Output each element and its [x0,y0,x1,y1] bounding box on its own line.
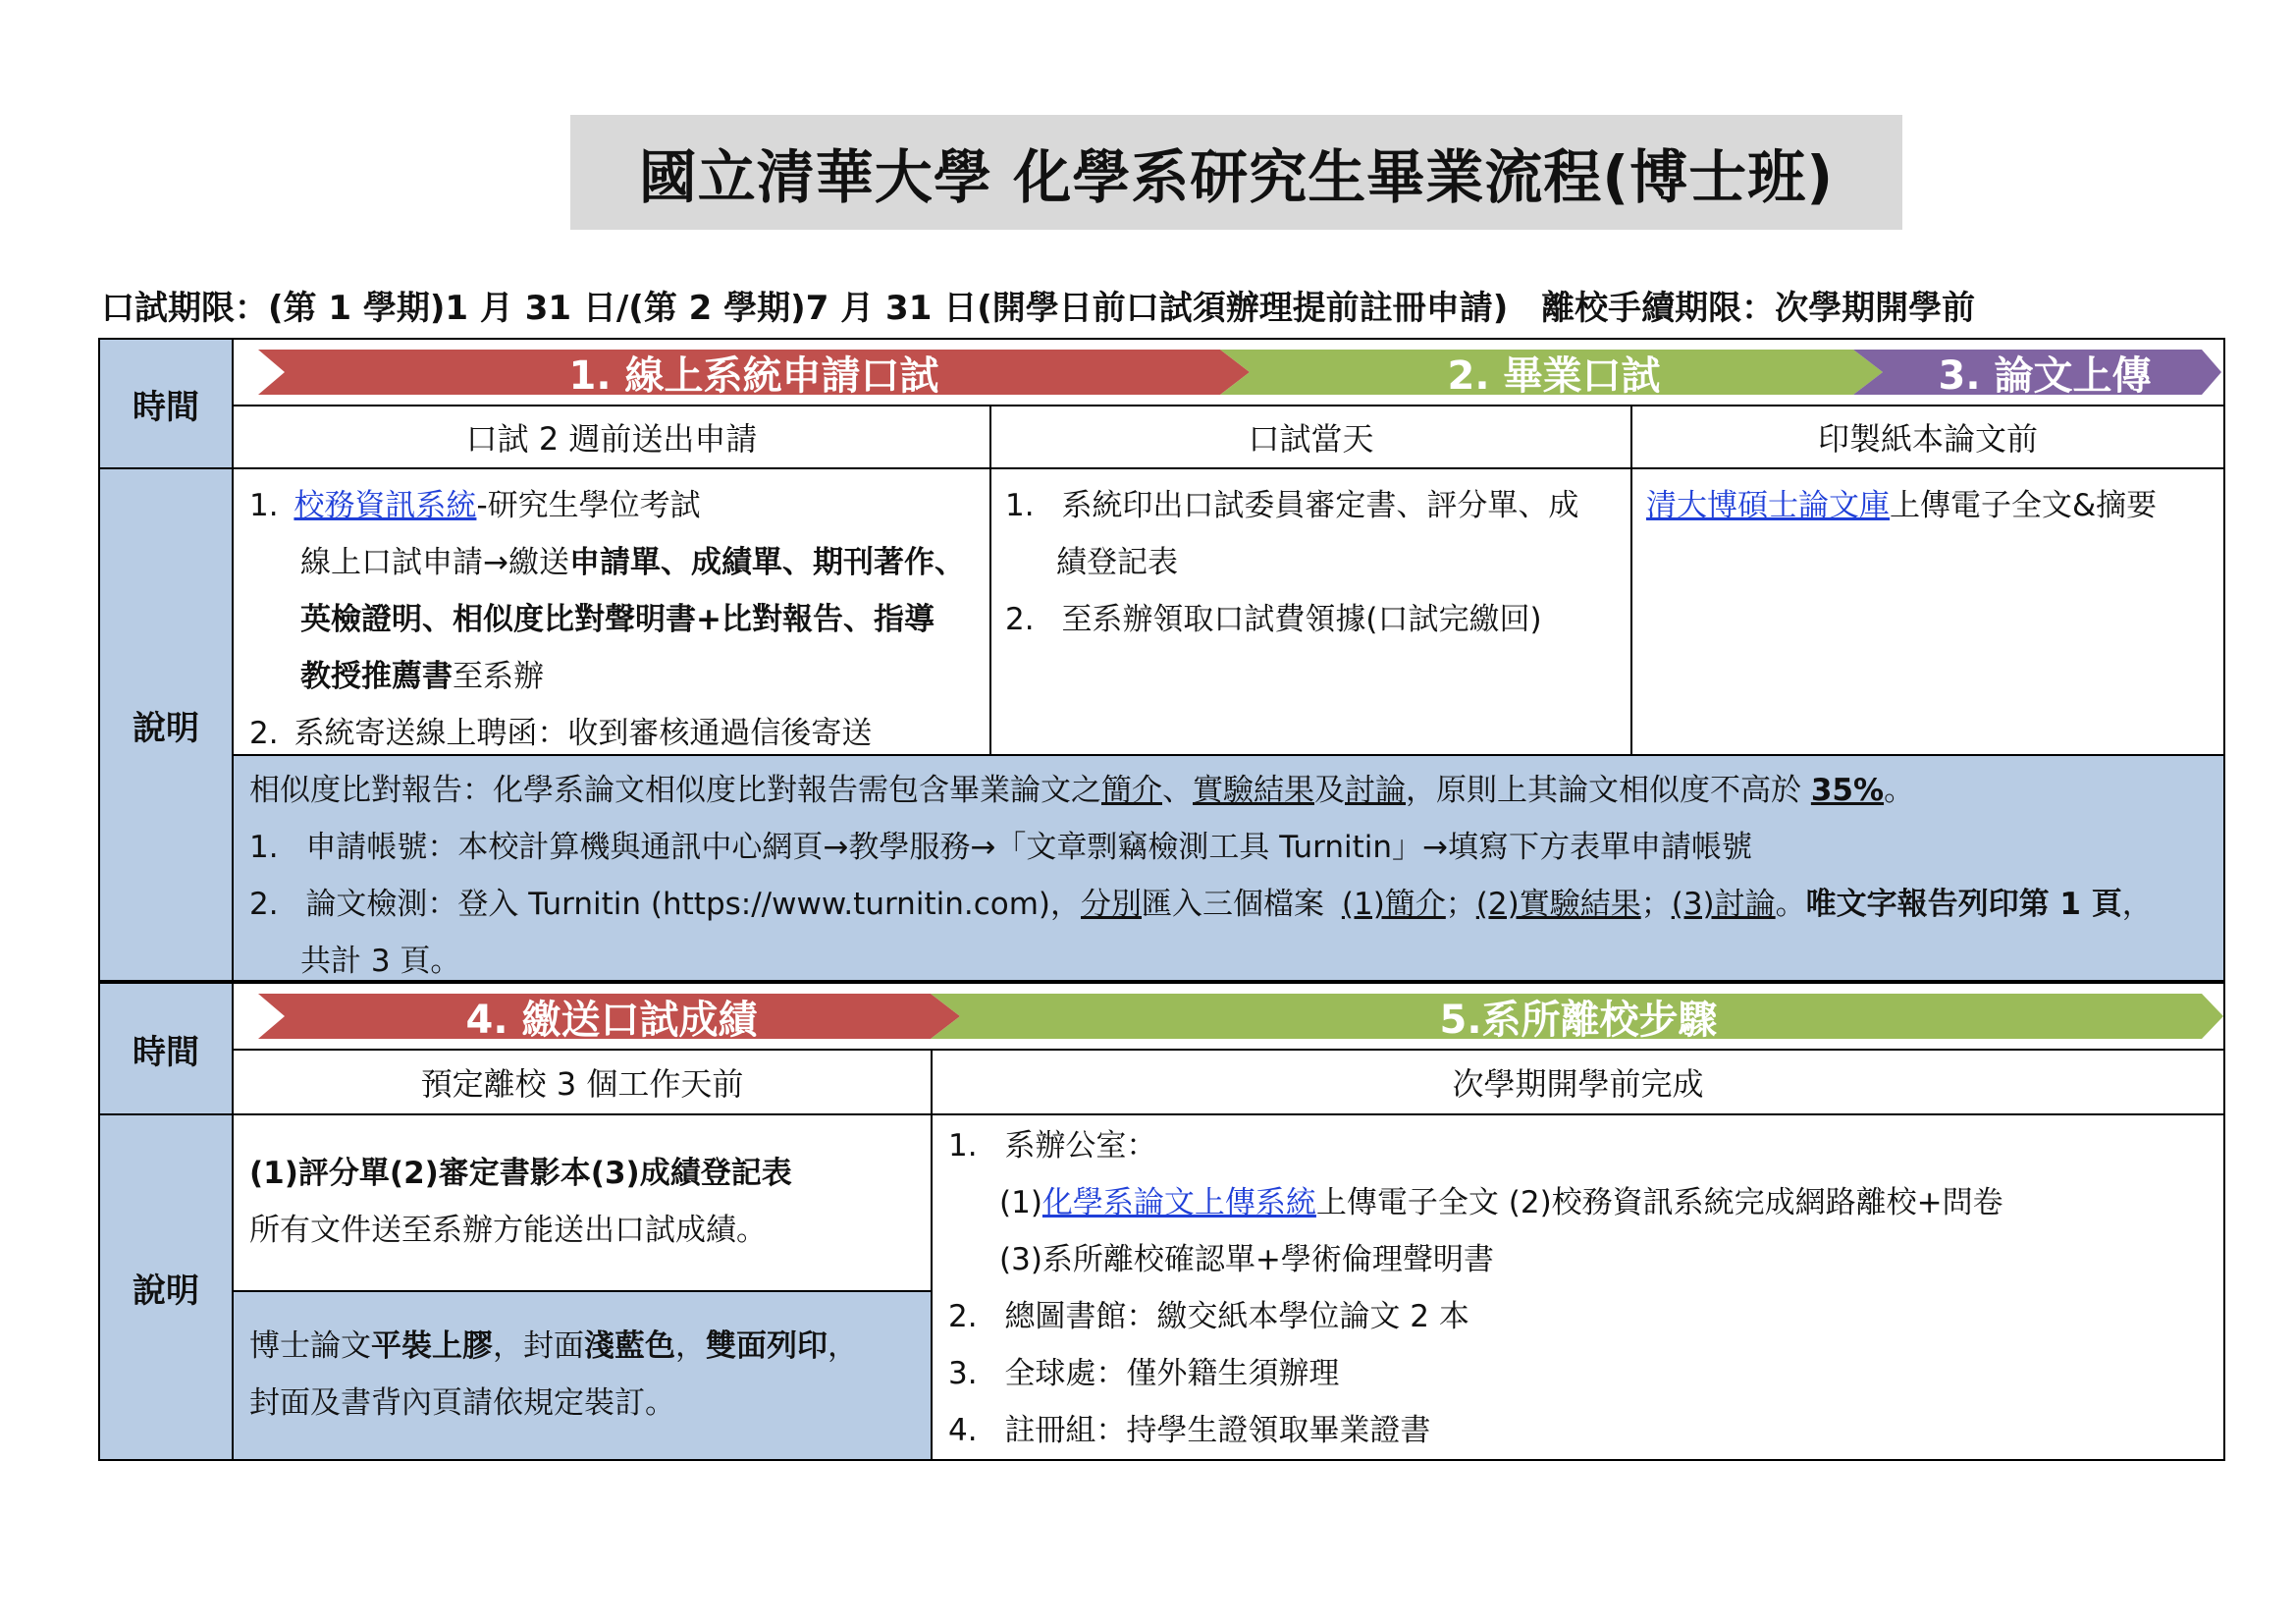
step2-item2 [1005,591,1630,648]
sim-period: 。 [1775,887,1806,922]
desc-label-top [98,467,234,982]
time-label-text: 時間 [133,387,199,427]
step2-num1: 1. [1005,488,1035,523]
step4-t1: 所有文件送至系辦方能送出口試成績。 [249,1213,767,1248]
step4-bold: (1)評分單(2)審定書影本(3)成績登記表 [249,1156,792,1191]
step4-note-line1 [249,1318,931,1375]
similarity-item2 [249,876,2223,933]
desc-label-bottom-text: 說明 [133,1271,199,1311]
arrow-row-top [232,338,2225,406]
school-info-system-link[interactable]: 校務資訊系統 [294,488,477,523]
step1-title: 1. 線上系統申請口試 [568,352,939,399]
sim-f3: (3)討論 [1671,887,1776,922]
step1-t2: 線上口試申請→繳送 [300,545,569,580]
step5-time [931,1049,2225,1115]
step5-title: 5.系所離校步驟 [1439,997,1718,1043]
step1-item1-line3 [249,591,989,648]
step1-t1: -研究生學位考試 [476,488,701,523]
step2-time-text: 口試當天 [1248,420,1374,458]
step2-t2: 績登記表 [1056,545,1178,580]
step2-desc [989,467,1632,756]
step4-title: 4. 繳送口試成績 [465,997,758,1043]
desc-label-text: 說明 [133,708,199,748]
leave-deadline: 離校手續期限：次學期開學前 [1541,289,1976,328]
time-label-bottom-text: 時間 [133,1032,199,1072]
step4-line1 [249,1145,931,1202]
sim-bold: 唯文字報告列印第 1 頁 [1805,887,2122,922]
step1-num2: 2. [249,716,279,751]
sim-semi1: ； [1445,887,1476,922]
similarity-item1 [249,819,2223,876]
step2-t3: 至系辦領取口試費領據(口試完繳回) [1061,602,1542,637]
sim-f2: (2)實驗結果 [1475,887,1641,922]
step1-item1-line2 [249,534,989,591]
step1-b2: 英檢證明、相似度比對聲明書+比對報告、指導 [300,602,934,637]
step5-t2: 上傳電子全文 (2)校務資訊系統完成網路離校+問卷 [1315,1185,2003,1220]
step2-num2: 2. [1005,602,1035,637]
sim-and: 及 [1314,773,1345,808]
step5-pre: (1) [999,1185,1042,1220]
step5-item1-line3 [948,1231,2223,1288]
thesis-upload-system-link[interactable]: 化學系論文上傳系統 [1041,1185,1316,1220]
step5-t1: 系辦公室： [1004,1128,1157,1164]
sim-u1: 簡介 [1101,773,1162,808]
step1-time [232,405,991,469]
step5-item1-line2 [948,1174,2223,1231]
sim-pct: 35% [1810,773,1885,808]
sim-f1: (1)簡介 [1341,887,1446,922]
step4-desc [232,1113,933,1292]
step2-title: 2. 畢業口試 [1447,352,1661,399]
similarity-section [232,754,2225,982]
step1-item1 [249,477,989,534]
step5-desc [931,1113,2225,1461]
sim-l2a: 論文檢測：登入 Turnitin (https://www.turnitin.com)， [305,887,1082,922]
step4-binding-note [232,1290,933,1461]
step5-time-text: 次學期開學前完成 [1452,1065,1704,1103]
step3-t1: 上傳電子全文&摘要 [1890,488,2158,523]
sim-l1: 申請帳號：本校計算機與通訊中心網頁→教學服務→「文章剽竊檢測工具 Turnitin」→填寫下方表單申請帳號 [305,830,1752,865]
step5-num2: 2. [948,1299,978,1334]
step4-p3: ， [675,1328,706,1364]
sim-u2: 實驗結果 [1193,773,1314,808]
title-box [570,115,1902,230]
step1-item1-line4 [249,648,989,705]
step2-item1 [1005,477,1630,534]
step5-num4: 4. [948,1413,978,1448]
sim-l2u: 分別 [1081,887,1143,922]
step5-item2 [948,1288,2223,1345]
time-label-top [98,338,234,469]
sim-l2b: 匯入三個檔案 [1142,887,1325,922]
step5-item4 [948,1402,2223,1459]
step1-b1: 申請單、成績單、期刊著作、 [568,545,965,580]
step2-item1-line2 [1005,534,1630,591]
step2-t1: 系統印出口試委員審定書、評分單、成 [1061,488,1579,523]
step1-num1: 1. [249,488,279,523]
step3-title: 3. 論文上傳 [1938,352,2152,399]
sim-l3: 共計 3 頁。 [300,944,461,979]
step5-num1: 1. [948,1128,978,1164]
step3-time [1630,405,2225,469]
step1-time-text: 口試 2 週前送出申請 [465,420,758,458]
step4-note-line2 [249,1375,931,1432]
step3-item [1646,477,2223,534]
sim-a: 相似度比對報告：化學系論文相似度比對報告需包含畢業論文之 [249,773,1101,808]
step4-time [232,1049,933,1115]
step4-t2: 封面及書背內頁請依規定裝訂。 [249,1385,675,1421]
step4-p4: ， [828,1328,858,1364]
sim-num2: 2. [249,887,279,922]
step4-p2: ，封面 [493,1328,584,1364]
step5-item1 [948,1117,2223,1174]
sim-comma: ， [2121,887,2153,922]
sim-u3: 討論 [1345,773,1406,808]
page-title: 國立清華大學 化學系研究生畢業流程(博士班) [638,143,1835,211]
sim-semi2: ； [1640,887,1672,922]
step4-time-text: 預定離校 3 個工作天前 [420,1065,744,1103]
similarity-intro [249,762,2223,819]
step5-item3 [948,1345,2223,1402]
deadline-line [101,281,2212,330]
arrow-row-bottom [232,982,2225,1051]
step5-t5: 全球處：僅外籍生須辦理 [1004,1356,1340,1391]
sim-end: 。 [1884,773,1915,808]
step1-desc [232,467,991,756]
desc-label-bottom [98,1113,234,1461]
exam-deadline: 口試期限：(第 1 學期)1 月 31 日/(第 2 學期)7 月 31 日(開學日前口試須辦理提前註冊申請) [101,289,1509,328]
sim-b: ，原則上其論文相似度不高於 [1406,773,1801,808]
step5-t6: 註冊組：持學生證領取畢業證書 [1004,1413,1431,1448]
step1-t3: 至系辦 [453,659,544,694]
step1-b3: 教授推薦書 [300,659,453,694]
step1-t4: 系統寄送線上聘函：收到審核通過信後寄送 [294,716,873,751]
step4-line2 [249,1202,931,1259]
sim-sep1: 、 [1162,773,1193,808]
sim-num1: 1. [249,830,279,865]
step2-time [989,405,1632,469]
step4-p1: 博士論文 [249,1328,371,1364]
thesis-library-link[interactable]: 清大博碩士論文庫 [1646,488,1890,523]
step5-t4: 總圖書館：繳交紙本學位論文 2 本 [1004,1299,1469,1334]
step5-t3: (3)系所離校確認單+學術倫理聲明書 [999,1242,1494,1277]
step4-b3: 雙面列印 [706,1328,828,1364]
step5-num3: 3. [948,1356,978,1391]
time-label-bottom [98,982,234,1115]
step4-b2: 淺藍色 [584,1328,675,1364]
step3-time-text: 印製紙本論文前 [1817,420,2038,458]
step4-b1: 平裝上膠 [371,1328,493,1364]
step3-desc [1630,467,2225,756]
